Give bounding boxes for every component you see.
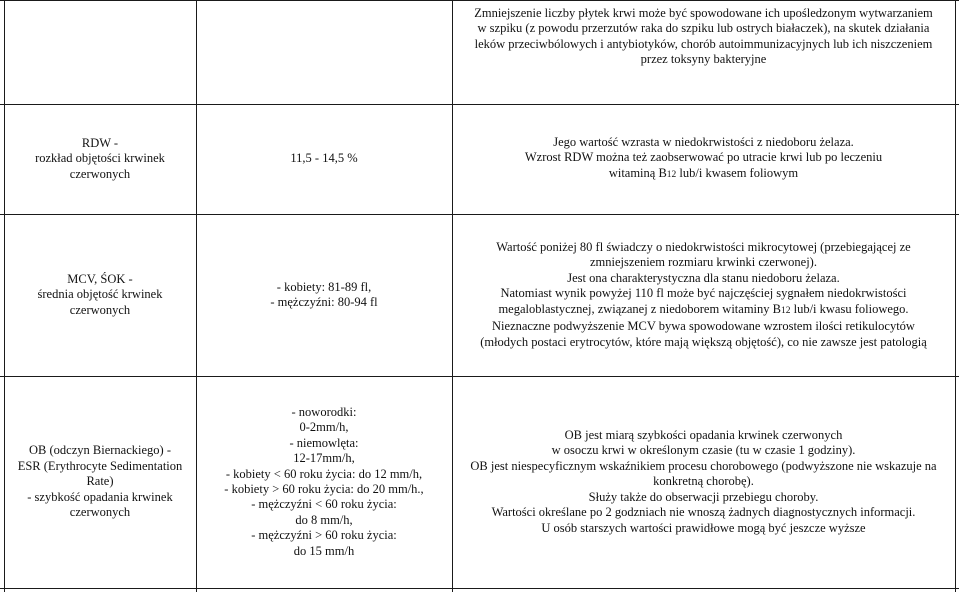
- parameter-name-line: czerwonych: [69, 505, 131, 520]
- parameter-name-line: Rate): [86, 474, 114, 489]
- description-line: Wartości określane po 2 godzniach nie wnoszą żadnych diagnostycznych informacji.: [491, 505, 916, 520]
- description-line: Wzrost RDW można też zaobserwować po utracie krwi lub po leczeniu: [524, 150, 883, 165]
- description-line: OB jest niespecyficznym wskaźnikiem procesu chorobowego (podwyższone nie wskazuje na: [470, 458, 937, 473]
- description-line: OB jest miarą szybkości opadania krwinek czerwonych: [564, 428, 843, 443]
- table-row-rdw-name: [4, 104, 196, 214]
- description-line: U osób starszych wartości prawidłowe mogą być jeszcze wyższe: [541, 520, 866, 535]
- parameter-name-line: OB (odczyn Biernackiego) -: [29, 443, 171, 458]
- reference-range-line: do 8 mm/h,: [295, 512, 353, 527]
- reference-range-line: do 15 mm/h: [293, 543, 355, 558]
- description-line: Jest ona charakterystyczna dla stanu niedoboru żelaza.: [567, 270, 840, 285]
- reference-range-line: 0-2mm/h,: [299, 420, 349, 435]
- parameter-name-line: RDW -: [81, 135, 119, 150]
- table-row-rdw-range: [196, 104, 452, 214]
- description-line: Zmniejszenie liczby płytek krwi może być spowodowane ich upośledzonym wytwarzaniem: [474, 6, 933, 20]
- parameter-name-line: czerwonych: [69, 302, 131, 317]
- parameter-name-line: ESR (Erythrocyte Sedimentation: [17, 458, 183, 473]
- column-divider: [955, 0, 956, 592]
- reference-range-line: - noworodki:: [291, 404, 357, 419]
- reference-range-line: - mężczyźni < 60 roku życia:: [251, 497, 397, 512]
- description-line: w osoczu krwi w określonym czasie (tu w czasie 1 godziny).: [551, 443, 856, 458]
- table-row-rdw-description: [452, 104, 955, 214]
- reference-range-line: - kobiety: 81-89 fl,: [276, 279, 372, 294]
- description-line: (młodych postaci erytrocytów, które mają większą objętość), co nie zawsze jest patologią: [480, 334, 927, 349]
- reference-range-line: - niemowlęta:: [289, 435, 359, 450]
- table-row-mcv-range: [196, 214, 452, 376]
- description-line: konkretną chorobę).: [653, 474, 754, 489]
- description-line: Nieznaczne podwyższenie MCV bywa spowodowane wzrostem ilości retikulocytów: [492, 319, 915, 334]
- table-row-ob-range: [196, 376, 452, 588]
- description-line: megaloblastycznej, związanej z niedoborem witaminy B12 lub/i kwasu foliowego.: [498, 301, 909, 316]
- description-line: witaminą B12 lub/i kwasem foliowym: [608, 165, 799, 180]
- reference-range-line: 12-17mm/h,: [293, 451, 355, 466]
- reference-range-line: - kobiety < 60 roku życia: do 12 mm/h,: [225, 466, 423, 481]
- table-row-ob-name: [4, 376, 196, 588]
- reference-range-line: - kobiety > 60 roku życia: do 20 mm/h.,: [224, 482, 424, 496]
- reference-range-line: - mężczyźni > 60 roku życia:: [251, 528, 397, 543]
- parameter-name-line: - szybkość opadania krwinek: [27, 489, 173, 504]
- description-line: przez toksyny bakteryjne: [640, 52, 767, 67]
- table-row-platelets-description: [452, 0, 955, 104]
- parameter-name-line: rozkład objętości krwinek: [35, 151, 165, 166]
- table-row-mcv-name: [4, 214, 196, 376]
- description-line: leków przeciwbólowych i antybiotyków, chorób autoimmunizacyjnych lub ich niszczeniem: [474, 36, 933, 51]
- reference-range-line: 11,5 - 14,5 %: [290, 151, 358, 166]
- description-line: zmniejszeniem rozmiaru krwinki czerwonej).: [589, 255, 817, 270]
- row-divider: [0, 588, 959, 589]
- description-line: Jego wartość wzrasta w niedokrwistości z niedoboru żelaza.: [553, 134, 854, 149]
- table-row-ob-description: [452, 376, 955, 588]
- table-row-mcv-description: [452, 214, 955, 376]
- parameter-name-line: MCV, ŚOK -: [67, 271, 133, 286]
- parameter-name-line: czerwonych: [69, 166, 131, 181]
- description-line: Wartość poniżej 80 fl świadczy o niedokrwistości mikrocytowej (przebiegającej ze: [496, 240, 911, 255]
- description-line: Natomiast wynik powyżej 110 fl może być najczęściej sygnałem niedokrwistości: [500, 286, 907, 301]
- parameter-name-line: średnia objętość krwinek: [37, 287, 163, 302]
- reference-range-line: - mężczyźni: 80-94 fl: [270, 295, 378, 309]
- description-line: w szpiku (z powodu przerzutów raka do szpiku lub ostrych białaczek), na skutek działania: [477, 21, 930, 36]
- description-line: Służy także do obserwacji przebiegu choroby.: [588, 489, 819, 504]
